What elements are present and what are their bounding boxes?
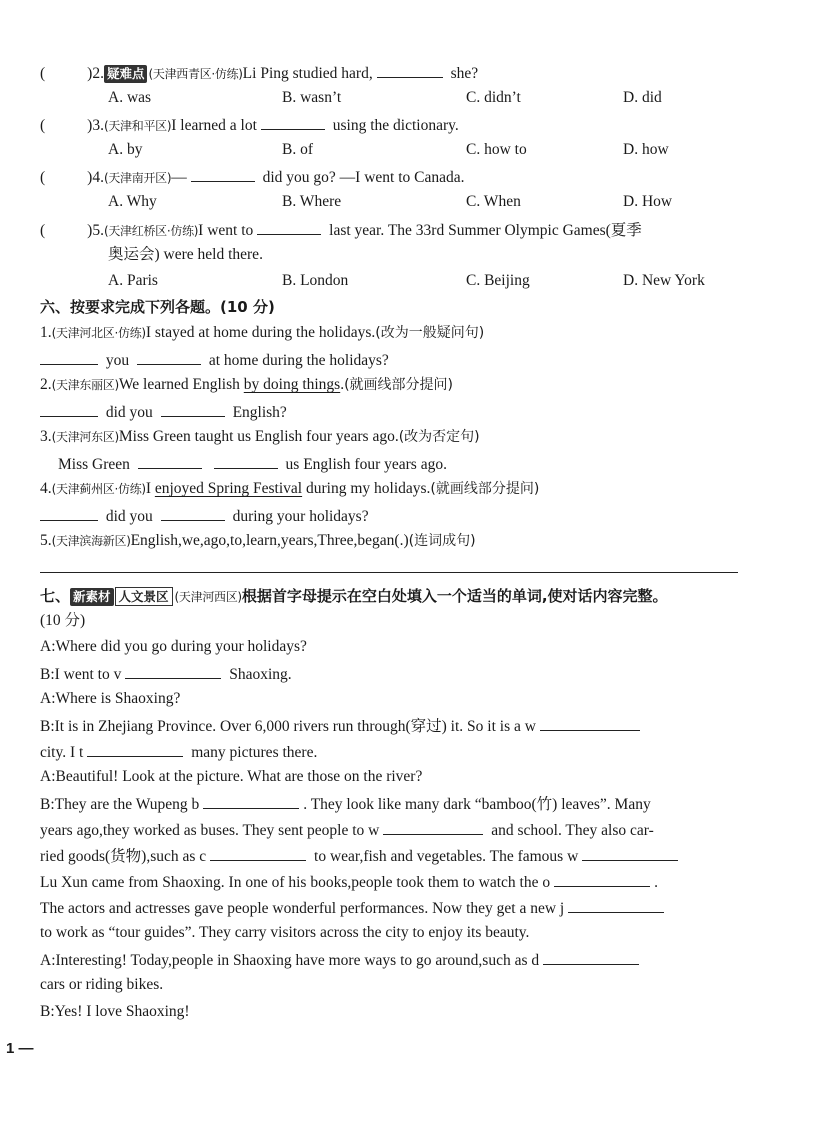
dialogue-line: The actors and actresses gave people wonderful performances. Now they get a new j — [40, 896, 668, 920]
question-3: ( )3.(天津和平区)I learned a lot using the dictionary. — [40, 113, 459, 137]
dialogue-line: city. I t many pictures there. — [40, 740, 317, 764]
answer-blank[interactable] — [261, 113, 325, 130]
difficulty-tag: 疑难点 — [104, 65, 148, 83]
dialogue-line: A:Where did you go during your holidays? — [40, 638, 307, 655]
dialogue-line: A:Beautiful! Look at the picture. What are those on the river? — [40, 768, 423, 785]
answer-blank[interactable] — [554, 870, 650, 887]
dialogue-line: A:Interesting! Today,people in Shaoxing have more ways to go around,such as d — [40, 948, 643, 972]
option-a[interactable]: A. Why — [108, 193, 157, 210]
answer-paren[interactable]: ( — [40, 222, 46, 239]
dialogue-line: to work as “tour guides”. They carry visitors across the city to enjoy its beauty. — [40, 924, 530, 941]
answer-blank[interactable] — [210, 844, 306, 861]
section-6-title: 六、按要求完成下列各题。(10 分) — [40, 298, 275, 316]
sec6-item-4: 4.(天津蓟州区·仿练)I enjoyed Spring Festival during my holidays.(就画线部分提问) — [40, 480, 540, 497]
answer-blank[interactable] — [257, 218, 321, 235]
scenic-tag: 人文景区 — [115, 587, 173, 606]
answer-blank[interactable] — [40, 348, 98, 365]
dialogue-line: B:It is in Zhejiang Province. Over 6,000 rivers run through(穿过) it. So it is a w — [40, 714, 644, 738]
option-c[interactable]: C. Beijing — [466, 272, 530, 289]
answer-blank[interactable] — [383, 818, 483, 835]
answer-blank[interactable] — [543, 948, 639, 965]
dialogue-line: A:Where is Shaoxing? — [40, 690, 181, 707]
answer-blank[interactable] — [138, 452, 202, 469]
answer-paren[interactable]: ( — [40, 117, 46, 134]
dialogue-line: cars or riding bikes. — [40, 976, 164, 993]
answer-blank[interactable] — [137, 348, 201, 365]
answer-line[interactable] — [40, 572, 738, 573]
dialogue-line: B:I went to v Shaoxing. — [40, 662, 292, 686]
option-b[interactable]: B. wasn’t — [282, 89, 342, 106]
answer-blank[interactable] — [582, 844, 678, 861]
answer-blank[interactable] — [540, 714, 640, 731]
page-number: 1 — — [6, 1040, 34, 1057]
option-c[interactable]: C. didn’t — [466, 89, 521, 106]
answer-blank[interactable] — [161, 504, 225, 521]
answer-paren[interactable]: ( — [40, 65, 46, 82]
sec6-answer-4: did you during your holidays? — [40, 504, 369, 528]
sec6-answer-1: you at home during the holidays? — [40, 348, 389, 372]
option-a[interactable]: A. was — [108, 89, 152, 106]
dialogue-line: B:They are the Wupeng b . They look like many dark “bamboo(竹) leaves”. Many — [40, 792, 651, 816]
sec6-item-1: 1.(天津河北区·仿练)I stayed at home during the holidays.(改为一般疑问句) — [40, 324, 485, 341]
dialogue-line: B:Yes! I love Shaoxing! — [40, 1003, 190, 1020]
option-b[interactable]: B. Where — [282, 193, 342, 210]
dialogue-line: Lu Xun came from Shaoxing. In one of his books,people took them to watch the o . — [40, 870, 658, 894]
option-d[interactable]: D. how — [623, 141, 669, 158]
answer-blank[interactable] — [214, 452, 278, 469]
option-a[interactable]: A. Paris — [108, 272, 158, 289]
answer-blank[interactable] — [161, 400, 225, 417]
sec6-answer-3: Miss Green us English four years ago. — [58, 452, 447, 476]
answer-blank[interactable] — [377, 61, 443, 78]
section-7-title: 七、 新素材 人文景区 (天津河西区)根据首字母提示在空白处填入一个适当的单词,使对话内容完整。 — [40, 587, 668, 605]
option-c[interactable]: C. When — [466, 193, 521, 210]
new-material-tag: 新素材 — [70, 588, 114, 606]
sec6-item-3: 3.(天津河东区)Miss Green taught us English four years ago.(改为否定句) — [40, 428, 480, 445]
dialogue-line: ried goods(货物),such as c to wear,fish and vegetables. The famous w — [40, 844, 682, 868]
sec6-answer-2: did you English? — [40, 400, 287, 424]
section-7-score: (10 分) — [40, 612, 86, 629]
answer-blank[interactable] — [40, 400, 98, 417]
answer-blank[interactable] — [568, 896, 664, 913]
answer-blank[interactable] — [40, 504, 98, 521]
answer-blank[interactable] — [203, 792, 299, 809]
option-d[interactable]: D. How — [623, 193, 673, 210]
option-a[interactable]: A. by — [108, 141, 143, 158]
answer-blank[interactable] — [87, 740, 183, 757]
answer-paren[interactable]: ( — [40, 169, 46, 186]
question-2: ( )2. 疑难点 (天津西青区·仿练)Li Ping studied hard, she? — [40, 61, 478, 85]
option-d[interactable]: D. New York — [623, 272, 705, 289]
option-b[interactable]: B. London — [282, 272, 349, 289]
dialogue-line: years ago,they worked as buses. They sent people to w and school. They also car- — [40, 818, 654, 842]
question-5-cont: 奥运会) were held there. — [108, 246, 263, 263]
question-4: ( )4.(天津南开区)— did you go? —I went to Canada. — [40, 165, 465, 189]
answer-blank[interactable] — [191, 165, 255, 182]
option-d[interactable]: D. did — [623, 89, 662, 106]
option-c[interactable]: C. how to — [466, 141, 527, 158]
sec6-item-2: 2.(天津东丽区)We learned English by doing things.(就画线部分提问) — [40, 376, 454, 393]
sec6-item-5: 5.(天津滨海新区)English,we,ago,to,learn,years,Three,began(.)(连词成句) — [40, 532, 476, 549]
answer-blank[interactable] — [125, 662, 221, 679]
question-5: ( )5.(天津红桥区·仿练)I went to last year. The 33rd Summer Olympic Games(夏季 — [40, 218, 642, 242]
option-b[interactable]: B. of — [282, 141, 313, 158]
